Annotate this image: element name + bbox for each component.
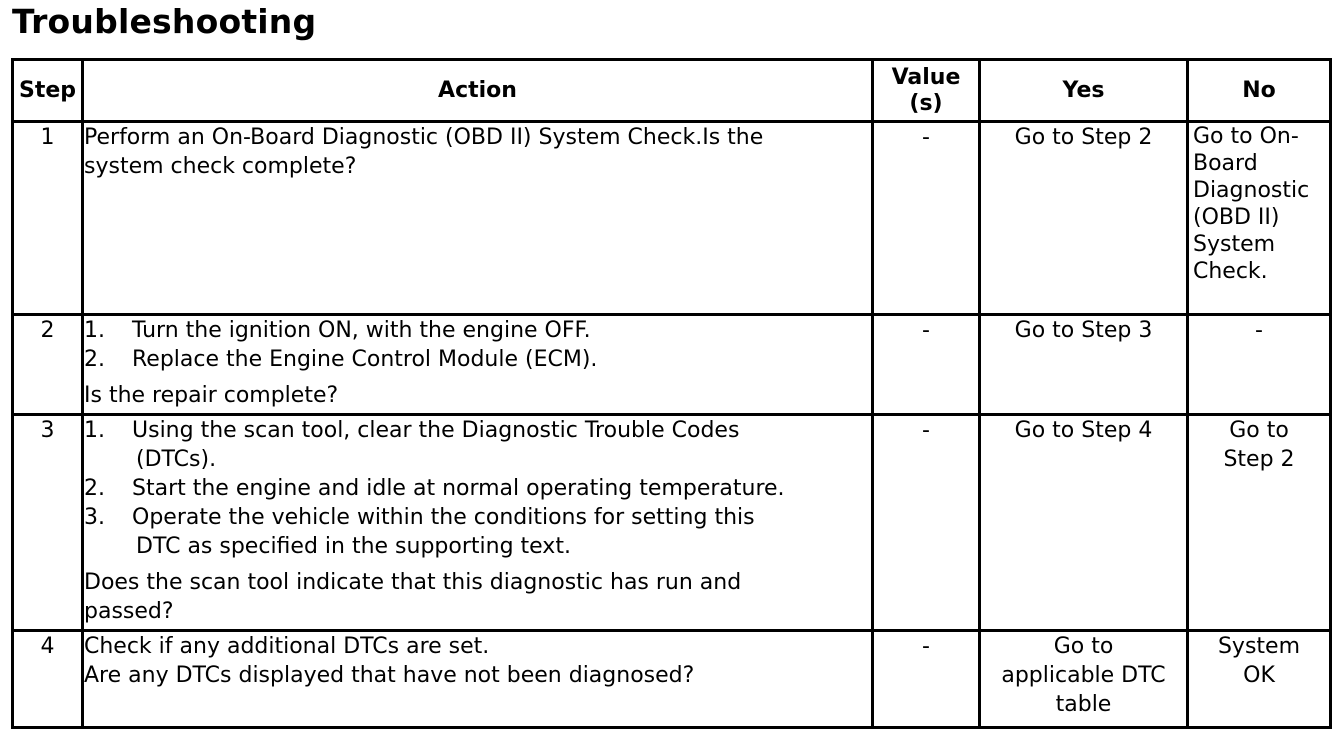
table-row (13, 415, 1331, 631)
action-cell (83, 315, 873, 415)
header-step: Step (13, 60, 83, 122)
action-text: Check if any additional DTCs are set. (84, 634, 490, 659)
no-cell (1188, 315, 1331, 415)
step-number: 4 (13, 631, 83, 728)
yes-cell (980, 631, 1188, 728)
no-cell (1188, 122, 1331, 315)
header-value-line: (s) (909, 90, 943, 116)
no-text: Step 2 (1223, 447, 1295, 472)
no-cell (1188, 631, 1331, 728)
yes-text: Go to Step 2 (1014, 125, 1153, 150)
step-number: 3 (13, 415, 83, 631)
header-value (873, 60, 980, 122)
yes-text: Go to Step 4 (1014, 418, 1153, 443)
value-cell: - (873, 315, 980, 415)
action-list (84, 416, 871, 561)
troubleshooting-table (11, 58, 1332, 729)
yes-text: Go to Step 3 (1014, 318, 1153, 343)
yes-text: table (1055, 692, 1112, 717)
no-text: (OBD II) (1193, 205, 1280, 230)
no-cell (1188, 415, 1331, 631)
no-text: Check. (1193, 259, 1268, 284)
action-text: Perform an On-Board Diagnostic (OBD II) System Check.Is the (84, 125, 764, 150)
action-text: Are any DTCs displayed that have not been diagnosed? (84, 663, 695, 688)
no-text: Go to (1229, 418, 1289, 443)
yes-text: Go to (1053, 634, 1114, 659)
action-item (84, 503, 871, 561)
value-cell: - (873, 415, 980, 631)
item-number: 1. (84, 318, 105, 343)
yes-cell (980, 315, 1188, 415)
item-text: Replace the Engine Control Module (ECM). (132, 347, 598, 372)
no-text: Board (1193, 151, 1258, 176)
table-row (13, 631, 1331, 728)
action-question (84, 568, 871, 626)
item-text: DTC as specified in the supporting text. (136, 534, 571, 559)
action-item (84, 474, 871, 503)
step-number: 2 (13, 315, 83, 415)
action-item (84, 416, 871, 474)
item-number: 3. (84, 505, 105, 530)
item-text: Turn the ignition ON, with the engine OFF. (132, 318, 591, 343)
header-row (13, 60, 1331, 122)
table-row (13, 315, 1331, 415)
no-text: - (1255, 318, 1263, 343)
item-text: Operate the vehicle within the conditions for setting this (132, 505, 755, 530)
table-row (13, 122, 1331, 315)
action-text: system check complete? (84, 154, 357, 179)
item-text: Using the scan tool, clear the Diagnostic Trouble Codes (132, 418, 740, 443)
question-line: Does the scan tool indicate that this diagnostic has run and (84, 570, 742, 595)
value-cell: - (873, 631, 980, 728)
no-text: Go to On- (1193, 124, 1299, 149)
yes-cell (980, 415, 1188, 631)
item-number: 2. (84, 347, 105, 372)
item-number: 1. (84, 418, 105, 443)
action-cell (83, 415, 873, 631)
header-no: No (1188, 60, 1331, 122)
no-text: OK (1243, 663, 1275, 688)
item-text: (DTCs). (136, 447, 217, 472)
step-number: 1 (13, 122, 83, 315)
item-number: 2. (84, 476, 105, 501)
question-line: passed? (84, 599, 174, 624)
action-item (84, 345, 871, 374)
no-text: System (1193, 232, 1276, 257)
yes-cell (980, 122, 1188, 315)
no-text: System (1217, 634, 1301, 659)
page-title: Troubleshooting (12, 2, 317, 41)
action-question: Is the repair complete? (84, 383, 339, 408)
value-cell: - (873, 122, 980, 315)
action-list (84, 316, 871, 374)
header-yes: Yes (980, 60, 1188, 122)
header-action: Action (83, 60, 873, 122)
action-item (84, 316, 871, 345)
yes-text: applicable DTC (1001, 663, 1166, 688)
action-cell (83, 122, 873, 315)
no-text: Diagnostic (1193, 178, 1310, 203)
action-cell (83, 631, 873, 728)
item-text: Start the engine and idle at normal operating temperature. (132, 476, 785, 501)
header-value-line: Value (891, 64, 961, 90)
